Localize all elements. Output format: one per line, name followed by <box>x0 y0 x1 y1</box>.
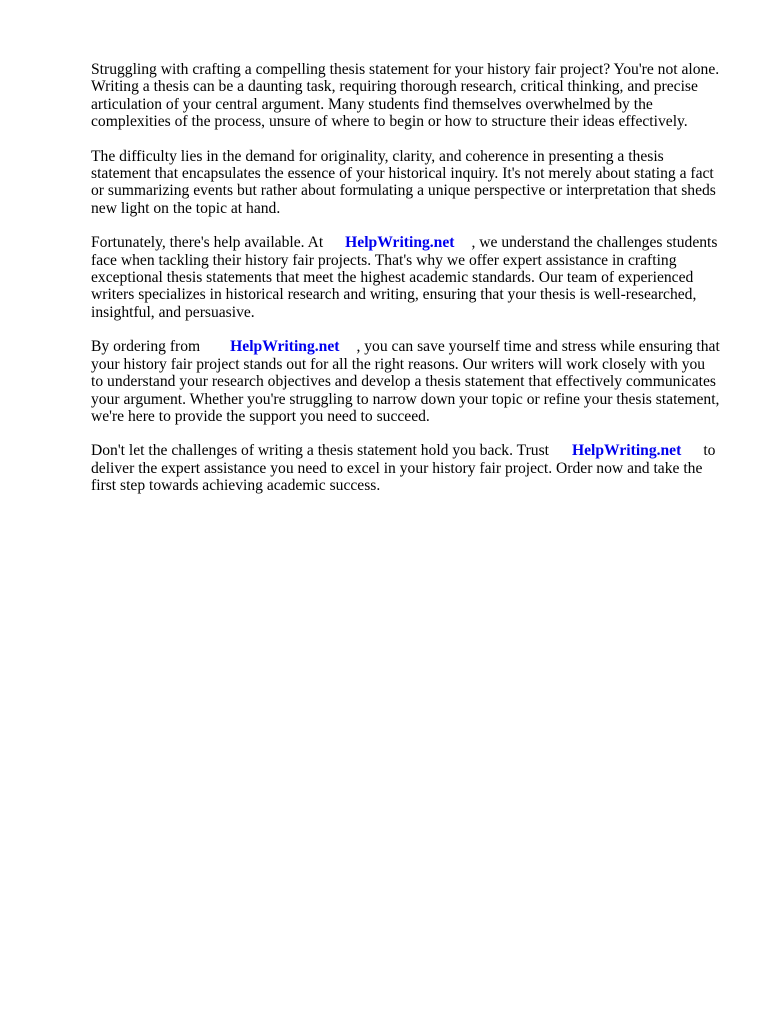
paragraph-help-before: Fortunately, there's help available. At <box>91 234 324 252</box>
paragraph-ordering-after: , you can save yourself time and stress while ensuring that your history fair project stands out for all the right reasons. Our writers will work closely with you to understand your research objectives and develop a thesis statement that effectively communicates your argument. Whether you're struggling to narrow down your topic or refine your thesis statement, we're here to provide the support you need to succeed. <box>91 338 720 425</box>
paragraph-closing <box>91 442 721 494</box>
paragraph-intro: Struggling with crafting a compelling thesis statement for your history fair project? You're not alone. Writing a thesis can be a daunting task, requiring thorough research, critical thinking, and precise articulation of your central argument. Many students find themselves overwhelmed by the complexities of the process, unsure of where to begin or how to structure their ideas effectively. <box>91 61 720 131</box>
helpwriting-link-2[interactable]: HelpWriting.net <box>230 338 340 356</box>
paragraph-difficulty: The difficulty lies in the demand for originality, clarity, and coherence in presenting a thesis statement that encapsulates the essence of your historical inquiry. It's not merely about stating a fact or summarizing events but rather about formulating a unique perspective or interpretation that sheds new light on the topic at hand. <box>91 147 716 217</box>
paragraph-closing-after: to deliver the expert assistance you need to excel in your history fair project. Order now and take the first step towards achieving academic success. <box>91 442 716 495</box>
paragraph-help <box>91 234 721 321</box>
helpwriting-link-3[interactable]: HelpWriting.net <box>572 442 682 460</box>
paragraph-ordering-before: By ordering from <box>91 338 201 356</box>
paragraph-ordering <box>91 338 721 425</box>
paragraph-help-after: , we understand the challenges students face when tackling their history fair projects. That's why we offer expert assistance in crafting exceptional thesis statements that meet the highest academic standards. Our team of experienced writers specializes in historical research and writing, ensuring that your thesis is well-researched, insightful, and persuasive. <box>91 234 718 321</box>
document-body <box>91 61 721 512</box>
paragraph-closing-before: Don't let the challenges of writing a thesis statement hold you back. Trust <box>91 442 549 460</box>
helpwriting-link-1[interactable]: HelpWriting.net <box>345 234 455 252</box>
